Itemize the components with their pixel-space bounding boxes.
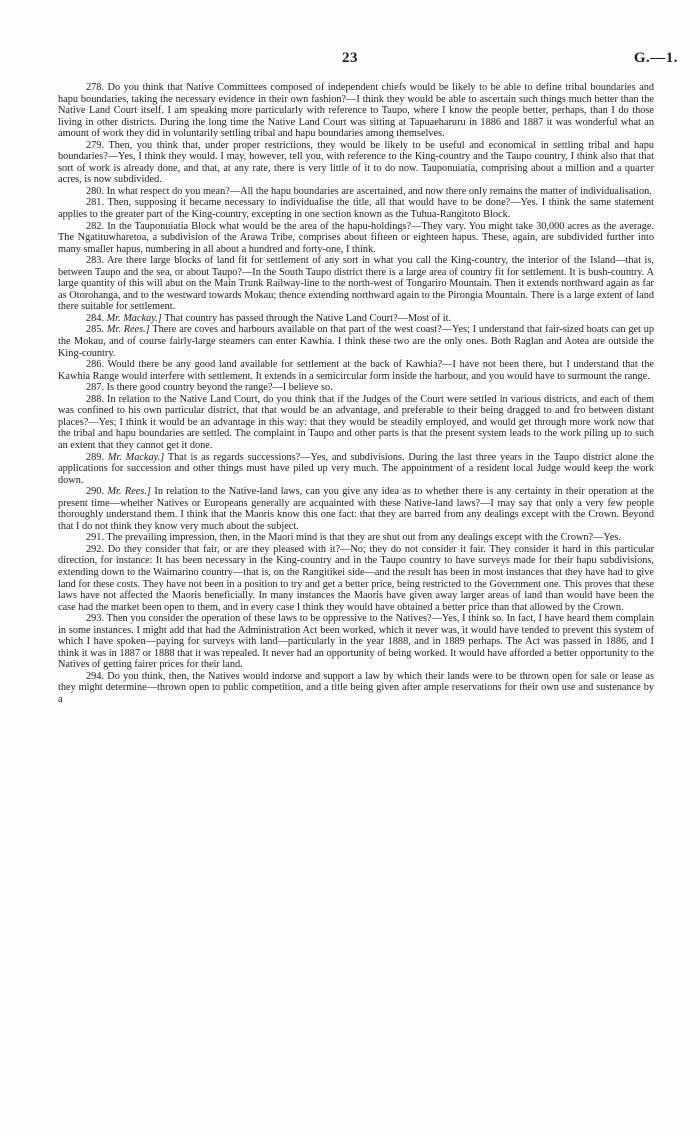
- paragraph-text: Do you think, then, the Natives would indorse and support a law by which their lands were to be thrown open for sale or lease as they might determine—thrown open to public competition, and a title being given after ample reservations for their own use and sustenance by a: [58, 670, 654, 705]
- question-number: 279.: [86, 139, 105, 151]
- paragraph-text: Is there good country beyond the range?—I believe so.: [106, 382, 333, 394]
- evidence-paragraph: [58, 544, 654, 613]
- question-number: 292.: [86, 543, 105, 555]
- speaker-attribution: Mr. Rees.]: [106, 324, 150, 336]
- question-number: 287.: [86, 382, 105, 394]
- evidence-paragraph: [58, 255, 654, 313]
- question-number: 283.: [86, 255, 105, 267]
- evidence-paragraph: [58, 82, 654, 140]
- evidence-paragraph: [58, 140, 654, 186]
- evidence-paragraph: [58, 613, 654, 671]
- evidence-paragraph: [58, 186, 654, 198]
- question-number: 294.: [86, 670, 105, 682]
- question-number: 284.: [86, 312, 105, 324]
- evidence-paragraph: [58, 394, 654, 452]
- question-number: 282.: [86, 220, 105, 232]
- paragraph-text: Would there be any good land available for settlement at the back of Kawhia?—I have not been there, but I understand that the Kawhia Range would interfere with settlement. It extends in a semicircular form inside the harbour, and you would have to surmount the range.: [58, 359, 654, 382]
- speaker-attribution: Mr. Mackay.]: [107, 451, 165, 463]
- question-number: 281.: [86, 197, 105, 209]
- paragraph-text: In relation to the Native Land Court, do you think that if the Judges of the Court were settled in various districts, and each of them was confined to his own particular district, that that would be an advantage, and preferable to their being dragged to and fro between distant places?—Yes; I think it would be an advantage in this way: that they would be steadily employed, and would get through more work now that the tribal and hapu boundaries are settled. The complaint in Taupo and other parts is that the present system leads to the work piling up to such an extent that they cannot get it done.: [58, 393, 654, 451]
- evidence-paragraph: [58, 532, 654, 544]
- speaker-attribution: Mr. Rees.]: [107, 486, 151, 498]
- paragraph-text: The prevailing impression, then, in the Maori mind is that they are shut out from any dealings except with the Crown?—Yes.: [106, 532, 621, 544]
- evidence-paragraph: [58, 382, 654, 394]
- paragraph-text: Then, you think that, under proper restrictions, they would be likely to be useful and economical in settling tribal and hapu boundaries?—Yes, I think they would. I may, however, tell you, with reference to the King-country and the Taupo country, I think also that that sort of work is already done, and that, at any rate, there is very little of it to do now. Tauponuiatia, comprising about a million and a quarter acres, is now subdivided.: [58, 139, 654, 186]
- paragraph-text: That country has passed through the Native Land Court?—Most of it.: [164, 312, 452, 324]
- evidence-paragraph: [58, 221, 654, 256]
- question-number: 288.: [86, 393, 105, 405]
- evidence-paragraph: [58, 313, 654, 325]
- evidence-paragraph: [58, 197, 654, 220]
- question-number: 280.: [86, 185, 105, 197]
- evidence-paragraph: [58, 671, 654, 706]
- paragraph-text: Do they consider that fair, or are they pleased with it?—No; they do not consider it fair. They consider it hard in this particular direction, for instance: It has been necessary in the King-country and in the Taupo country to have surveys made for their hapu subdivisions, extending down to the Waimarino country—that is, on the Rangitikei side—and the result has been in most instances that they have had to give land for these costs. They have not been in a position to try and get a better price, being restricted to the Government one. This proves that these laws have not affected the Maoris beneficially. In many instances the Maoris have given away larger areas of land than would have been the case had the market been open to them, and in every case I think they would have obtained a better price than that allowed by the Crown.: [58, 543, 654, 613]
- question-number: 289.: [86, 451, 105, 463]
- evidence-paragraph: [58, 359, 654, 382]
- evidence-body: [58, 82, 654, 706]
- paragraph-text: Are there large blocks of land fit for settlement of any sort in what you call the King-country, the interior of the Island—that is, between Taupo and the sea, or about Taupo?—In the South Taupo district there is a large area of country fit for settlement. It is bush-country. A large quantity of this will abut on the Main Trunk Railway-line to the north-west of Tongariro Mountain. Then it extends northward again as far as Otorohanga, and to the westward towards Mokau; thence extending northward again to the Pirongia Mountain. There is a large extent of land there suitable for settlement.: [58, 255, 654, 313]
- document-reference: G.—1.: [633, 50, 678, 66]
- paragraph-text: In the Tauponuiatia Block what would be the area of the hapu-holdings?—They vary. You might take 30,000 acres as the average. The Ngatituwharetoa, a subdivision of the Arawa Tribe, comprises about fifteen or eighteen hapus. These, again, are subdivided further into many smaller hapus, numbering in all about a hundred and forty-one, I think.: [58, 220, 654, 255]
- paragraph-text: In what respect do you mean?—All the hapu boundaries are ascertained, and now there only remains the matter of individualisation.: [106, 185, 652, 197]
- paragraph-text: Then you consider the operation of these laws to be oppressive to the Natives?—Yes, I think so. In fact, I have heard them complain in some instances. I might add that had the Administration Act been worked, which it never was, it would have tended to prevent this system of which I have spoken—paying for surveys with land—particularly in the year 1888, and in 1889 perhaps. The Act was passed in 1886, and I think it was in 1887 or 1888 that it was repealed. It never had an opportunity of being worked. It would have afforded a better opportunity to the Natives of getting fairer prices for their land.: [58, 613, 654, 671]
- page-number: 23: [342, 50, 358, 66]
- question-number: 293.: [86, 613, 105, 625]
- question-number: 291.: [86, 532, 105, 544]
- paragraph-text: That is as regards successions?—Yes, and subdivisions. During the last three years in the Taupo district alone the applications for succession and other things must have piled up very much. The appointment of a resident local Judge would keep the work down.: [58, 451, 655, 486]
- paragraph-text: Then, supposing it became necessary to individualise the title, all that would have to be done?—Yes. I think the same statement applies to the greater part of the King-country, excepting in one section known as the Tuhua-Rangitoto Block.: [58, 197, 655, 221]
- question-number: 290.: [86, 486, 105, 498]
- question-number: 278.: [86, 82, 105, 93]
- evidence-paragraph: [58, 452, 654, 487]
- question-number: 285.: [86, 324, 105, 336]
- paragraph-text: There are coves and harbours available on that part of the west coast?—Yes; I understand that fair-sized boats can get up the Mokau, and of course fairly-large steamers can enter Kawhia. I think these two are the only ones. Both Raglan and Aotea are outside the King-country.: [58, 324, 655, 359]
- question-number: 286.: [86, 359, 105, 371]
- evidence-paragraph: [58, 486, 654, 532]
- paragraph-text: In relation to the Native-land laws, can you give any idea as to whether there is any certainty in their operation at the present time—whether Natives or Europeans generally are acquainted with these Native-land laws?—I may say that only a very few people thoroughly understand them. I think that the Maoris know this one fact: that they are barred from any dealings except with the Crown. Beyond that I do not think they know very much about the subject.: [58, 486, 654, 532]
- paragraph-text: Do you think that Native Committees composed of independent chiefs would be likely to be able to define tribal boundaries and hapu boundaries, taking the necessary evidence in their own fashion?—I think they would be able to ascertain such things much better than the Native Land Court itself. I am speaking more particularly with reference to Taupo, where I know the people better, perhaps, than I do those living in other districts. During the long time the Native Land Court was sitting at Tapuaeharuru in 1886 and 1887 it was wonderful what an amount of work they did in voluntarily settling tribal and hapu boundaries among themselves.: [58, 82, 655, 140]
- speaker-attribution: Mr. Mackay.]: [106, 312, 162, 324]
- evidence-paragraph: [58, 324, 654, 359]
